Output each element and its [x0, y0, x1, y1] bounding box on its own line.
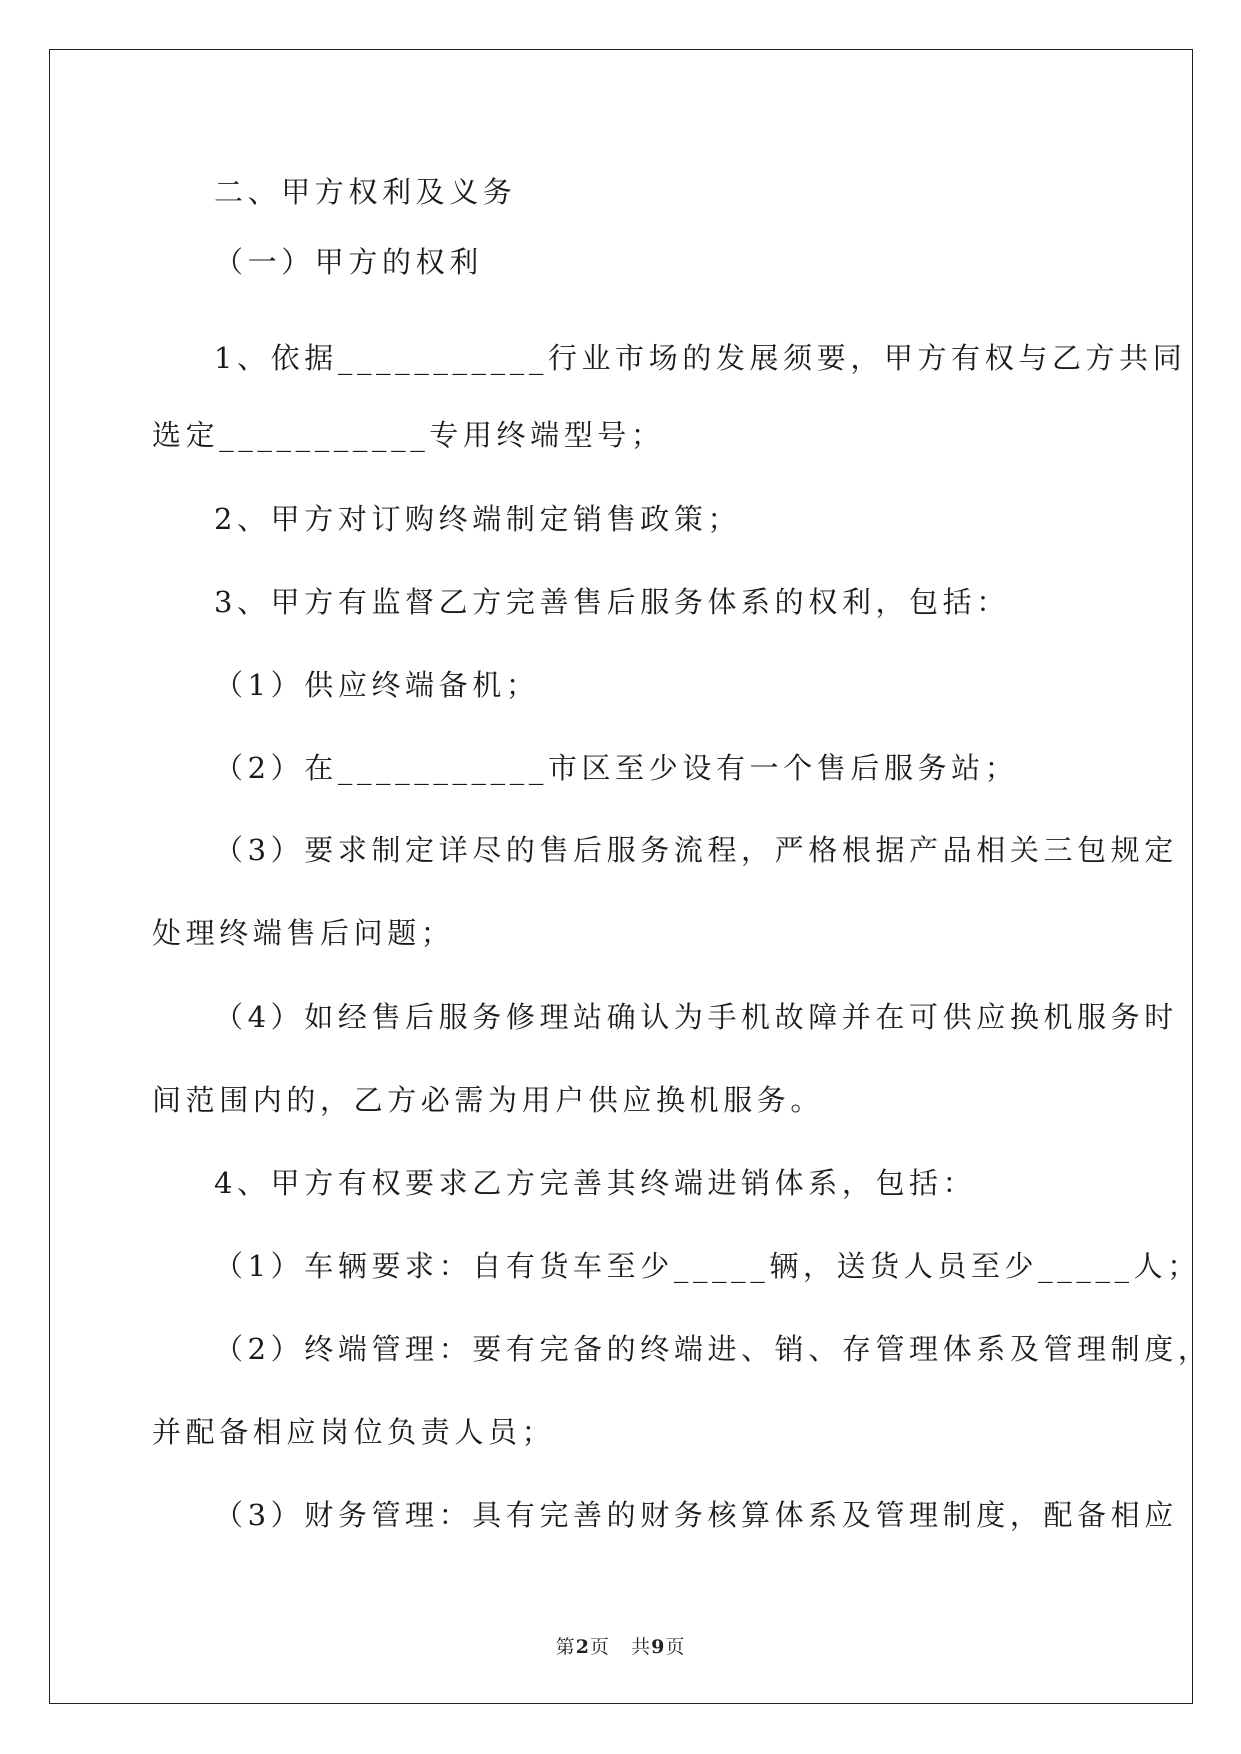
paragraph-line: （1）供应终端备机；: [214, 668, 540, 702]
footer-page-unit: 页: [589, 1636, 610, 1658]
paragraph-line: 处理终端售后问题；: [152, 916, 455, 950]
paragraph-line: 3、甲方有监督乙方完善售后服务体系的权利，包括：: [214, 585, 1010, 619]
paragraph-line: 间范围内的，乙方必需为用户供应换机服务。: [152, 1083, 825, 1117]
paragraph-line: 1、依据___________行业市场的发展须要，甲方有权与乙方共同: [214, 341, 1187, 375]
subsection-heading: （一）甲方的权利: [214, 245, 483, 279]
page-border: [49, 49, 1193, 1704]
paragraph-line: （2）在___________市区至少设有一个售后服务站；: [214, 751, 1019, 785]
paragraph-line: （3）要求制定详尽的售后服务流程，严格根据产品相关三包规定: [214, 833, 1178, 867]
paragraph-line: 选定___________专用终端型号；: [152, 418, 665, 452]
paragraph-line: （3）财务管理：具有完善的财务核算体系及管理制度，配备相应: [214, 1498, 1178, 1532]
footer-page-prefix: 第: [555, 1636, 576, 1658]
footer-total-prefix: 共: [631, 1636, 652, 1658]
paragraph-line: 4、甲方有权要求乙方完善其终端进销体系，包括：: [214, 1166, 977, 1200]
paragraph-line: （2）终端管理：要有完备的终端进、销、存管理体系及管理制度，: [214, 1332, 1212, 1366]
section-heading: 二、甲方权利及义务: [214, 175, 517, 209]
footer-total-pages: 9: [651, 1636, 666, 1658]
page-footer: [0, 1632, 1241, 1659]
footer-total-unit: 页: [665, 1636, 686, 1658]
paragraph-line: 并配备相应岗位负责人员；: [152, 1415, 556, 1449]
paragraph-line: 2、甲方对订购终端制定销售政策；: [214, 502, 742, 536]
footer-current-page: 2: [575, 1636, 590, 1658]
paragraph-line: （1）车辆要求：自有货车至少_____辆，送货人员至少_____人；: [214, 1249, 1201, 1283]
paragraph-line: （4）如经售后服务修理站确认为手机故障并在可供应换机服务时: [214, 1000, 1178, 1034]
